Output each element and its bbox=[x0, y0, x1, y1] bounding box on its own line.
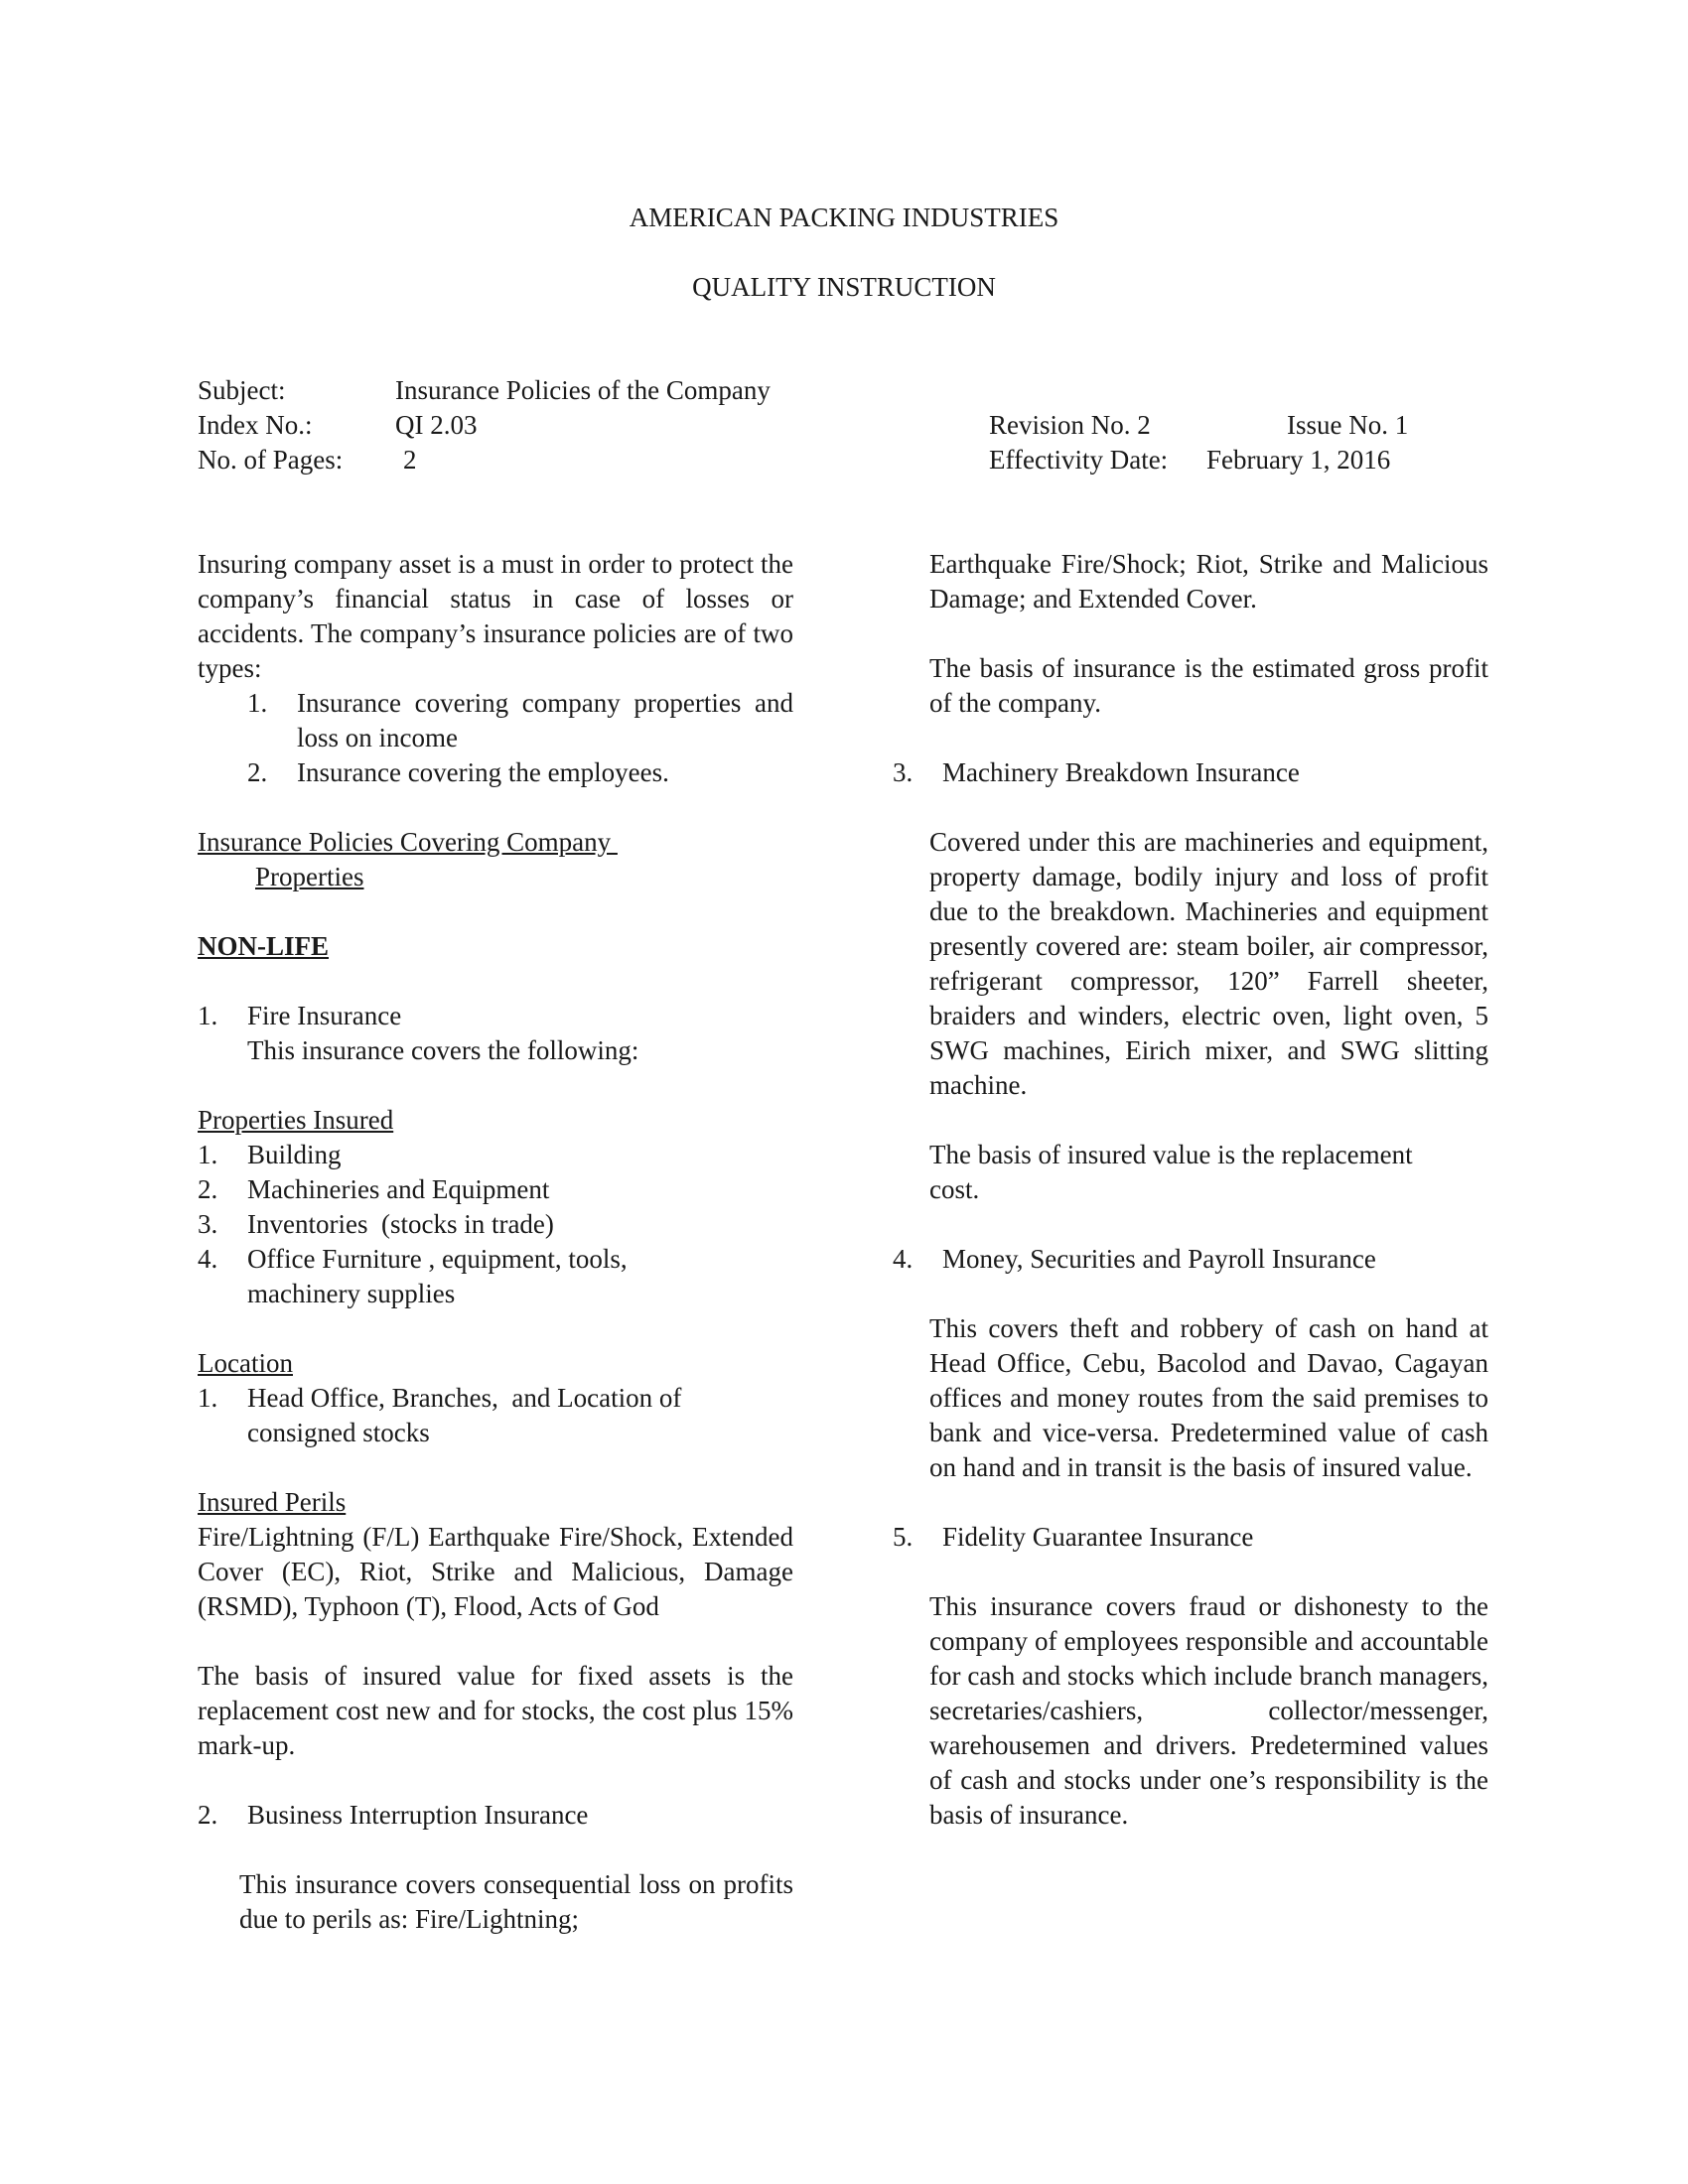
section-heading: Insurance Policies Covering Company bbox=[198, 827, 618, 857]
business-interruption-continued: Earthquake Fire/Shock; Riot, Strike and Malicious Damage; and Extended Cover. bbox=[929, 549, 1488, 614]
effectivity-date: February 1, 2016 bbox=[1206, 445, 1391, 475]
index-label: Index No.: bbox=[198, 410, 313, 440]
subject-label: Subject: bbox=[198, 375, 286, 405]
pages-label: No. of Pages: bbox=[198, 445, 344, 475]
list-text: Machineries and Equipment bbox=[247, 1174, 550, 1204]
business-interruption-item bbox=[198, 1798, 793, 1833]
fidelity-guarantee-item bbox=[893, 1520, 1488, 1555]
policy-types-list bbox=[198, 686, 793, 790]
business-interruption-description: This insurance covers consequential loss on profits due to perils as: Fire/Lightning; bbox=[239, 1869, 793, 1934]
section-heading-cont: Properties bbox=[255, 862, 364, 891]
item-title: Money, Securities and Payroll Insurance bbox=[942, 1244, 1376, 1274]
document-type: QUALITY INSTRUCTION bbox=[692, 272, 996, 302]
list-item bbox=[198, 1381, 793, 1450]
item-title: Fidelity Guarantee Insurance bbox=[942, 1522, 1254, 1552]
list-number: 3. bbox=[198, 1209, 218, 1239]
list-item bbox=[198, 1242, 793, 1311]
list-number: 2. bbox=[247, 757, 268, 787]
item-number: 1. bbox=[198, 1001, 218, 1030]
basis-fixed-assets: The basis of insured value for fixed assets is the replacement cost new and for stocks, the cost plus 15% mark-up. bbox=[198, 1661, 793, 1760]
subject-value: Insurance Policies of the Company bbox=[395, 375, 771, 405]
issue-number: Issue No. 1 bbox=[1287, 410, 1409, 440]
list-number: 1. bbox=[198, 1140, 218, 1169]
item-title: Fire Insurance bbox=[247, 1001, 402, 1030]
non-life-heading: NON-LIFE bbox=[198, 931, 330, 961]
list-number: 2. bbox=[198, 1174, 218, 1204]
list-item bbox=[198, 1207, 793, 1242]
item-number: 5. bbox=[893, 1522, 914, 1552]
fire-insurance-item bbox=[198, 999, 793, 1033]
list-text: Insurance covering the employees. bbox=[297, 757, 669, 787]
list-item bbox=[247, 755, 793, 790]
item-number: 2. bbox=[198, 1800, 218, 1830]
business-interruption-basis: The basis of insurance is the estimated gross profit of the company. bbox=[929, 653, 1488, 718]
list-text: Building bbox=[247, 1140, 342, 1169]
item-title: Business Interruption Insurance bbox=[247, 1800, 589, 1830]
item-number: 3. bbox=[893, 757, 914, 787]
list-number: 1. bbox=[198, 1383, 218, 1413]
money-securities-description: This covers theft and robbery of cash on hand at Head Office, Cebu, Bacolod and Davao, Cagayan offices and money routes from the said premises to bank and vice-versa. Predetermined value of cash on hand and in transit is the basis of insured value. bbox=[929, 1313, 1488, 1482]
list-number: 1. bbox=[247, 688, 268, 718]
intro-paragraph: Insuring company asset is a must in order to protect the company’s financial status in case of losses or accidents. The company’s insurance policies are of two types: bbox=[198, 549, 793, 683]
effectivity-label: Effectivity Date: bbox=[989, 445, 1169, 475]
item-title: Machinery Breakdown Insurance bbox=[942, 757, 1300, 787]
properties-list bbox=[198, 1138, 793, 1311]
list-item bbox=[198, 1138, 793, 1172]
fidelity-guarantee-description: This insurance covers fraud or dishonesty to the company of employees responsible and accountable for cash and stocks which include branch managers, secretaries/cashiers, collector/messenger, warehousemen and drivers. Predetermined values of cash and stocks under one’s responsibility is the basis of insurance. bbox=[929, 1591, 1488, 1830]
perils-heading: Insured Perils bbox=[198, 1487, 347, 1517]
company-name: AMERICAN PACKING INDUSTRIES bbox=[629, 203, 1059, 232]
pages-value: 2 bbox=[403, 445, 417, 475]
properties-heading: Properties Insured bbox=[198, 1105, 394, 1135]
machinery-breakdown-description: Covered under this are machineries and equipment, property damage, bodily injury and loss of profit due to the breakdown. Machineries and equipment presently covered are: steam boiler, air compressor, refrigerant compressor, 120” Farrell sheeter, braiders and winders, electric oven, light oven, 5 SWG machines, Eirich mixer, and SWG slitting machine. bbox=[929, 827, 1488, 1100]
machinery-breakdown-basis: The basis of insured value is the replacement cost. bbox=[929, 1140, 1413, 1204]
list-item bbox=[198, 1172, 793, 1207]
list-text: Head Office, Branches, and Location of consigned stocks bbox=[247, 1383, 689, 1447]
index-value: QI 2.03 bbox=[395, 410, 478, 440]
location-heading: Location bbox=[198, 1348, 293, 1378]
list-text: Inventories (stocks in trade) bbox=[247, 1209, 554, 1239]
list-text: Insurance covering company properties and loss on income bbox=[297, 688, 793, 752]
list-text: Office Furniture , equipment, tools, machinery supplies bbox=[247, 1244, 628, 1308]
machinery-breakdown-item bbox=[893, 755, 1488, 790]
fire-description: This insurance covers the following: bbox=[247, 1035, 639, 1065]
list-number: 4. bbox=[198, 1244, 218, 1274]
money-securities-item bbox=[893, 1242, 1488, 1277]
revision-number: Revision No. 2 bbox=[989, 410, 1151, 440]
item-number: 4. bbox=[893, 1244, 914, 1274]
list-item bbox=[247, 686, 793, 755]
right-column bbox=[893, 547, 1488, 1833]
left-column bbox=[198, 547, 793, 1937]
perils-text: Fire/Lightning (F/L) Earthquake Fire/Shock, Extended Cover (EC), Riot, Strike and Malicious, Damage (RSMD), Typhoon (T), Flood, Acts of God bbox=[198, 1522, 793, 1621]
